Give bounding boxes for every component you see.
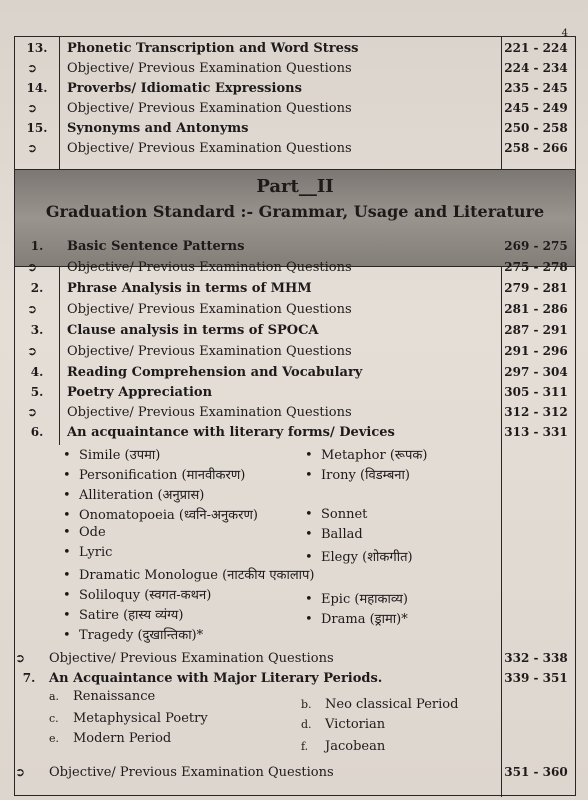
page-range: 312 - 312	[504, 405, 568, 419]
item-title: Objective/ Previous Examination Questions	[67, 302, 352, 317]
page-range: 287 - 291	[504, 323, 568, 337]
period-item: c. Metaphysical Poetry	[49, 711, 208, 726]
toc-row	[15, 383, 575, 403]
item-title: Phrase Analysis in terms of MHM	[67, 281, 312, 296]
item-title: An Acquaintance with Major Literary Periods.	[49, 671, 383, 686]
device-item: • Tragedy (दुखान्तिका)*	[63, 628, 204, 643]
bullet-icon: •	[305, 468, 313, 483]
page-range: 339 - 351	[504, 671, 568, 685]
bullet-icon: •	[63, 545, 71, 560]
bullet-icon: •	[305, 612, 313, 627]
bullet-icon: •	[63, 628, 71, 643]
item-number: 14.	[26, 81, 48, 95]
arrow-icon: ➲	[27, 344, 38, 358]
toc-row	[15, 342, 575, 362]
toc-row	[15, 300, 575, 320]
page-range: 332 - 338	[504, 651, 568, 665]
item-title: Clause analysis in terms of SPOCA	[67, 323, 319, 338]
toc-row	[15, 363, 575, 383]
toc-row	[15, 279, 575, 299]
page-range: 235 - 245	[504, 81, 568, 95]
bullet-icon: •	[305, 448, 313, 463]
device-item: • Dramatic Monologue (नाटकीय एकालाप)	[63, 568, 315, 583]
part-subtitle: Graduation Standard :- Grammar, Usage and Literature	[45, 202, 545, 221]
item-title: Synonyms and Antonyms	[67, 121, 249, 136]
page-range: 245 - 249	[504, 101, 568, 115]
bullet-icon: •	[305, 527, 313, 542]
item-title: Objective/ Previous Examination Questions	[67, 405, 352, 420]
bullet-icon: •	[63, 508, 71, 523]
item-number: 5.	[30, 385, 44, 399]
toc-row	[15, 237, 575, 257]
contents-table	[14, 36, 576, 796]
toc-row	[15, 669, 575, 689]
toc-row	[15, 423, 575, 443]
item-title: Phonetic Transcription and Word Stress	[67, 41, 359, 56]
device-item: • Metaphor (रूपक)	[305, 448, 428, 463]
page-range: 269 - 275	[504, 239, 568, 253]
toc-row	[15, 321, 575, 341]
period-item: a. Renaissance	[49, 689, 156, 704]
page-number: 4	[561, 28, 568, 39]
device-item: • Soliloquy (स्वगत-कथन)	[63, 588, 212, 603]
item-title: Objective/ Previous Examination Questions	[49, 651, 334, 666]
period-item: d. Victorian	[301, 717, 386, 732]
bullet-icon: •	[63, 525, 71, 540]
arrow-icon: ➲	[27, 405, 38, 419]
arrow-icon: ➲	[27, 61, 38, 75]
arrow-icon: ➲	[15, 765, 26, 779]
arrow-icon: ➲	[27, 302, 38, 316]
toc-row	[15, 763, 575, 783]
toc-row	[15, 79, 575, 99]
device-item: • Drama (ड्रामा)*	[305, 612, 408, 627]
toc-row	[15, 649, 575, 669]
period-item: f. Jacobean	[301, 739, 386, 754]
device-item: • Alliteration (अनुप्रास)	[63, 488, 205, 503]
bullet-icon: •	[63, 448, 71, 463]
item-number: 7.	[22, 671, 36, 685]
arrow-icon: ➲	[15, 651, 26, 665]
device-item: • Ode	[63, 525, 106, 540]
item-number: 1.	[30, 239, 44, 253]
arrow-icon: ➲	[27, 260, 38, 274]
page-range: 297 - 304	[504, 365, 568, 379]
item-title: Proverbs/ Idiomatic Expressions	[67, 81, 302, 96]
bullet-icon: •	[63, 568, 71, 583]
bullet-icon: •	[305, 550, 313, 565]
page-range: 250 - 258	[504, 121, 568, 135]
device-item: • Elegy (शोकगीत)	[305, 550, 413, 565]
period-item: e. Modern Period	[49, 731, 172, 746]
page-range: 224 - 234	[504, 61, 568, 75]
toc-row	[15, 119, 575, 139]
page-range: 305 - 311	[504, 385, 568, 399]
bullet-icon: •	[63, 488, 71, 503]
bullet-icon: •	[305, 507, 313, 522]
arrow-icon: ➲	[27, 141, 38, 155]
item-number: 15.	[26, 121, 48, 135]
toc-row	[15, 403, 575, 423]
device-item: • Personification (मानवीकरण)	[63, 468, 246, 483]
item-title: An acquaintance with literary forms/ Devices	[67, 425, 395, 440]
part-heading: Part__II	[256, 176, 334, 197]
item-number: 3.	[30, 323, 44, 337]
page-range: 258 - 266	[504, 141, 568, 155]
item-number: 13.	[26, 41, 48, 55]
page-range: 351 - 360	[504, 765, 568, 779]
item-number: 6.	[30, 425, 44, 439]
item-title: Objective/ Previous Examination Questions	[67, 61, 352, 76]
bullet-icon: •	[63, 588, 71, 603]
toc-row	[15, 139, 575, 159]
device-item: • Epic (महाकाव्य)	[305, 592, 408, 607]
page-range: 275 - 278	[504, 260, 568, 274]
toc-row	[15, 258, 575, 278]
device-item: • Irony (विडम्बना)	[305, 468, 410, 483]
item-title: Objective/ Previous Examination Questions	[67, 141, 352, 156]
item-title: Basic Sentence Patterns	[67, 239, 245, 254]
bullet-icon: •	[305, 592, 313, 607]
device-item: • Simile (उपमा)	[63, 448, 161, 463]
toc-row	[15, 39, 575, 59]
page-range: 281 - 286	[504, 302, 568, 316]
device-item: • Onomatopoeia (ध्वनि-अनुकरण)	[63, 508, 258, 523]
toc-row	[15, 59, 575, 79]
item-title: Objective/ Previous Examination Questions	[67, 101, 352, 116]
device-item: • Lyric	[63, 545, 113, 560]
device-item: • Satire (हास्य व्यंग्य)	[63, 608, 184, 623]
arrow-icon: ➲	[27, 101, 38, 115]
page-range: 291 - 296	[504, 344, 568, 358]
page-range: 313 - 331	[504, 425, 568, 439]
toc-row	[15, 99, 575, 119]
item-title: Poetry Appreciation	[67, 385, 213, 400]
page-range: 221 - 224	[504, 41, 568, 55]
item-title: Objective/ Previous Examination Questions	[67, 260, 352, 275]
bullet-icon: •	[63, 468, 71, 483]
item-title: Reading Comprehension and Vocabulary	[67, 365, 363, 380]
period-item: b. Neo classical Period	[301, 697, 459, 712]
bullet-icon: •	[63, 608, 71, 623]
item-number: 4.	[30, 365, 44, 379]
item-title: Objective/ Previous Examination Questions	[67, 344, 352, 359]
item-title: Objective/ Previous Examination Questions	[49, 765, 334, 780]
device-item: • Sonnet	[305, 507, 368, 522]
item-number: 2.	[30, 281, 44, 295]
page-range: 279 - 281	[504, 281, 568, 295]
device-item: • Ballad	[305, 527, 363, 542]
